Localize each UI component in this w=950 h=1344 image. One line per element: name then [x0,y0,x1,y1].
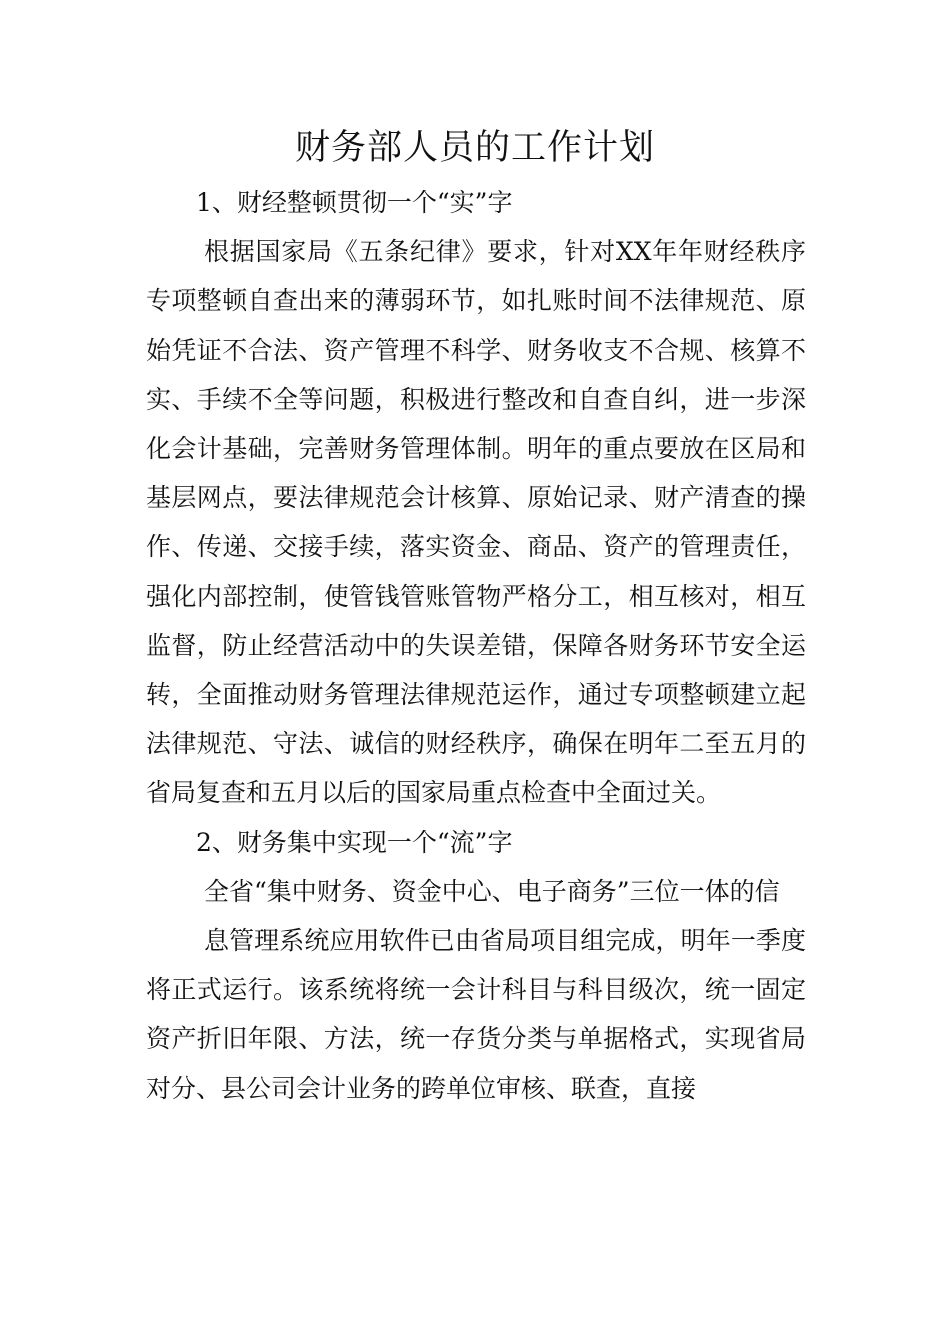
document-title: 财务部人员的工作计划 [294,128,655,168]
section-1-paragraph: 根据国家局《五条纪律》要求，针对XX年年财经秩序专项整顿自查出来的薄弱环节，如扎账时间不法律规范、原始凭证不合法、资产管理不科学、财务收支不合规、核算不实、手续不全等问题，积极进行整改和自查自纠，进一步深化会计基础，完善财务管理体制。明年的重点要放在区局和基层网点，要法律规范会计核算、原始记录、财产清查的操作、传递、交接手续，落实资金、商品、资产的管理责任，强化内部控制，使管钱管账管物严格分工，相互核对，相互监督，防止经营活动中的失误差错，保障各财务环节安全运转，全面推动财务管理法律规范运作，通过专项整顿建立起法律规范、守法、诚信的财经秩序，确保在明年二至五月的省局复查和五月以后的国家局重点检查中全面过关。 [146,237,806,808]
section-2-paragraph-continued: 息管理系统应用软件已由省局项目组完成，明年一季度将正式运行。该系统将统一会计科目与科目级次，统一固定资产折旧年限、方法，统一存货分类与单据格式，实现省局对分、县公司会计业务的跨单位审核、联查，直接 [146,926,806,1103]
section-2-paragraph-start: 全省“集中财务、资金中心、电子商务”三位一体的信 [204,876,780,906]
section-1-heading: 1、财经整顿贯彻一个“实”字 [196,188,513,217]
section-2-heading: 2、财务集中实现一个“流”字 [196,827,513,857]
document-body [146,178,806,1113]
